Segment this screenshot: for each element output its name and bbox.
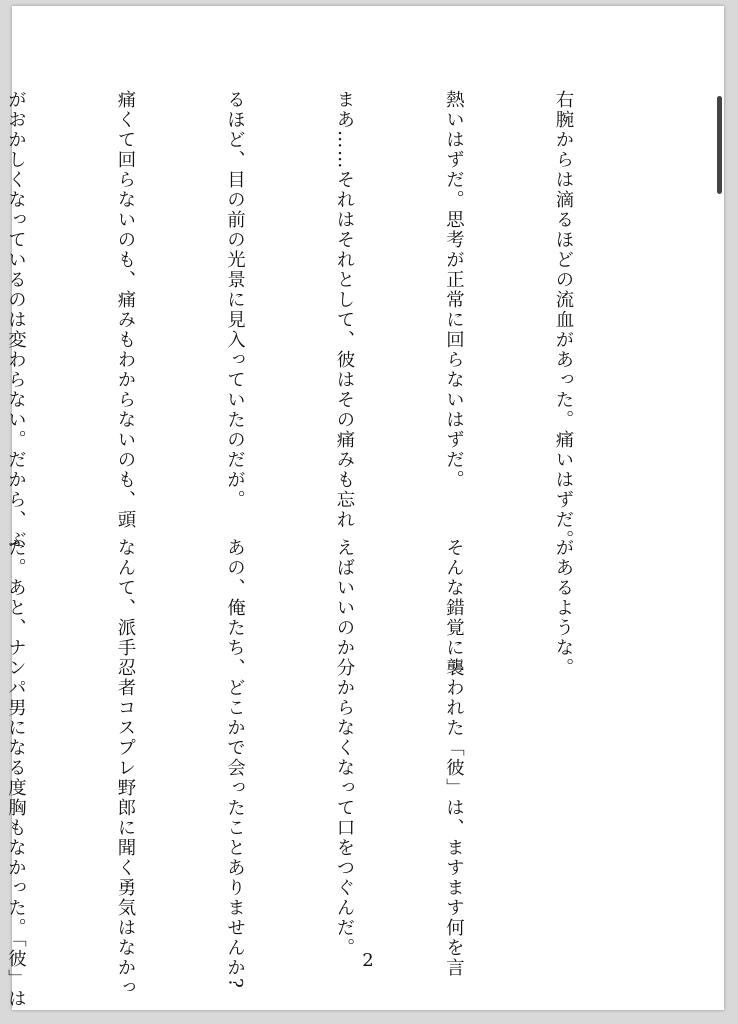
text-line: があるような。 <box>553 538 574 678</box>
text-line: えばいいのか分からなくなって口をつぐんだ。 <box>334 538 355 958</box>
page-number: 2 <box>362 950 374 971</box>
text-line: がおかしくなっているのは変わらない。だから、ぶ <box>5 90 27 550</box>
text-line: 熱いはずだ。思考が正常に回らないはずだ。 <box>443 90 465 490</box>
text-block-top <box>0 90 654 550</box>
text-line: まあ……それはそれとして、彼はその痛みも忘れ <box>334 90 355 530</box>
text-block-bottom <box>0 538 654 1009</box>
document-page <box>5 6 724 1010</box>
text-line: あの、俺たち、どこかで会ったことありませんか? <box>224 538 246 990</box>
text-line: るほど、目の前の光景に見入っていたのだが。 <box>224 90 246 510</box>
text-line: 痛くて回らないのも、痛みもわからないのも、頭 <box>115 90 136 530</box>
text-line: 右腕からは滴るほどの流血があった。痛いはずだ。 <box>553 90 574 550</box>
text-line: なんて、派手忍者コスプレ野郎に聞く勇気はなかっ <box>115 538 136 998</box>
text-line: た。あと、ナンパ男になる度胸もなかった。「彼」は <box>5 538 27 1009</box>
scrollbar-thumb[interactable] <box>717 96 722 194</box>
text-line: そんな錯覚に襲われた「彼」は、ますます何を言 <box>443 538 465 978</box>
